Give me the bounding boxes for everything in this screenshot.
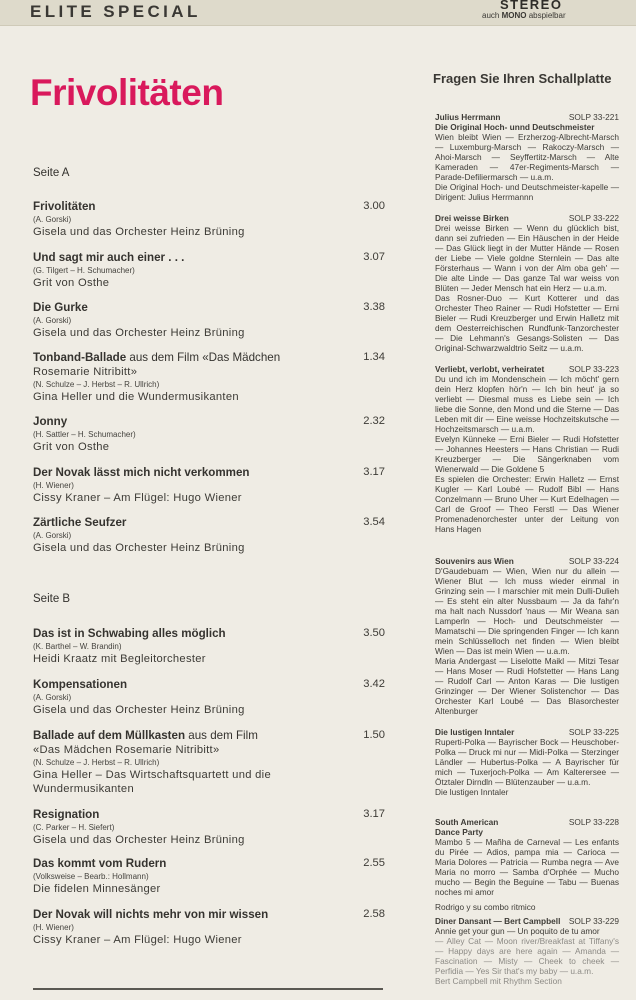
record-performers: Bert Campbell mit Rhythm Section [435, 976, 562, 986]
track-title: Resignation [33, 808, 100, 821]
track-a3 [33, 301, 385, 340]
track-composer: (A. Gorski) [33, 531, 72, 540]
track-performer: Gisela und das Orchester Heinz Brüning [33, 704, 245, 716]
track-title: Zärtliche Seufzer [33, 516, 127, 529]
record-header [435, 556, 619, 566]
side-b-label: Seite B [33, 593, 71, 605]
track-performer: Gisela und das Orchester Heinz Brüning [33, 542, 245, 554]
track-title-line2: «Das Mädchen Rosemarie Nitribitt» [33, 744, 220, 756]
track-title: Der Novak will nichts mehr von mir wissen [33, 908, 269, 921]
track-b1 [33, 627, 385, 666]
record-number: SOLP 33-225 [568, 727, 619, 737]
track-composer: (G. Tilgert – H. Schumacher) [33, 266, 135, 275]
track-composer: (A. Gorski) [33, 215, 72, 224]
track-b2 [33, 678, 385, 717]
record-contents: Drei weisse Birken — Wenn du glücklich bist, dann sei zufrieden — Ein Häuschen in der Heide — Das Glück liegt in der Mutter Hände — Rosen der Liebe — Viele goldne Sternlein — Das alte Försterhaus — Wann i von der Alm oba geh' — Die alte Linde — Das ganze Tal war weiss von Blüten — Jeder Mensch hat ein Herz — u.a.m. [435, 223, 619, 293]
record-header [435, 727, 619, 737]
track-a6 [33, 466, 385, 505]
track-b3 [33, 729, 385, 796]
album-title: Frivolitäten [30, 72, 224, 113]
track-composer: (A. Gorski) [33, 316, 72, 325]
track-duration: 3.42 [363, 678, 385, 690]
brand-label: ELITE SPECIAL [30, 2, 201, 21]
record-contents: Du und ich im Mondenschein — Ich möcht' gern dein Herz klopfen hör'n — Ich bin heut' ja so verliebt — Diesmal muss es Liebe sein — Ich liebe die Sonne, den Mond und die Sterne — Das Leben mit dir — Eine weisse Hochzeitskutsche — Hochzeitsmarsch — u.a.m. [435, 374, 619, 434]
track-duration: 3.07 [363, 251, 385, 263]
side-a-label: Seite A [33, 167, 70, 179]
track-composer: (H. Wiener) [33, 923, 74, 932]
track-title: Kompensationen [33, 678, 128, 691]
record-contents: — Alley Cat — Moon river/Breakfast at Tiffany's — Happy days are here again — Amanda — Fascination — Misty — Cheek to cheek — Perfidia — Yes Sir that's my baby — u.a.m. [435, 936, 619, 976]
track-duration: 3.54 [363, 516, 385, 528]
track-a2 [33, 251, 385, 290]
record-name: Julius Herrmann [435, 112, 501, 122]
track-performer: Grit von Osthe [33, 441, 110, 453]
mono-suffix: abspielbar [526, 11, 566, 20]
record-performers: Die lustigen Inntaler [435, 787, 509, 797]
track-b5 [33, 857, 385, 896]
track-duration: 3.50 [363, 627, 385, 639]
track-performer: Gina Heller und die Wundermusikanten [33, 391, 239, 403]
record-number: SOLP 33-228 [568, 817, 619, 827]
record-header [435, 364, 619, 374]
bottom-rule [33, 988, 383, 990]
mono-prefix: auch [482, 11, 502, 20]
mono-bold: MONO [501, 11, 527, 20]
track-performer: Gisela und das Orchester Heinz Brüning [33, 834, 245, 846]
track-b4 [33, 808, 385, 847]
record-number: SOLP 33-221 [568, 112, 619, 122]
track-composer: (H. Wiener) [33, 481, 74, 490]
record-contents: Ruperti-Polka — Bayrischer Bock — Heuschober-Polka — Druck mi nur — Midi-Polka — Sterzinger Ländler — Hubertus-Polka — A Bayrischer für mich — Tuxerjoch-Polka — Am Kalterersee — Ötztaler Dirndln — Blütenzauber — u.a.m. [435, 737, 619, 787]
track-duration: 3.00 [363, 200, 385, 212]
record-number: SOLP 33-224 [568, 556, 619, 566]
record-header [435, 916, 619, 926]
track-composer: (N. Schulze – J. Herbst – R. Ullrich) [33, 758, 160, 767]
track-a5 [33, 415, 385, 454]
track-duration: 3.38 [363, 301, 385, 313]
record-name: Drei weisse Birken [435, 213, 509, 223]
track-performer: Heidi Kraatz mit Begleitorchester [33, 653, 206, 665]
catalog-record [435, 213, 619, 353]
track-composer: (H. Sattler – H. Schumacher) [33, 430, 136, 439]
record-header [435, 213, 619, 223]
mono-note [482, 11, 566, 20]
track-title: Das ist in Schwabing alles möglich [33, 627, 226, 640]
track-composer: (K. Barthel – W. Brandin) [33, 642, 122, 651]
record-number: SOLP 33-222 [568, 213, 619, 223]
record-performers: Rodrigo y su combo ritmico [435, 902, 536, 912]
track-title: Frivolitäten [33, 200, 96, 213]
record-name: South American [435, 817, 499, 827]
track-title: Jonny [33, 415, 68, 428]
track-title: Das kommt vom Rudern [33, 857, 167, 870]
record-performers: Die Original Hoch- und Deutschmeister-kapelle — Dirigent: Julius Herrmannn [435, 182, 619, 202]
track-performer: Gina Heller – Das Wirtschaftsquartett und die Wundermusikanten [33, 769, 271, 795]
record-name: Souvenirs aus Wien [435, 556, 514, 566]
record-name: Die lustigen Inntaler [435, 727, 515, 737]
catalog-record [435, 727, 619, 797]
track-composer: (N. Schulze – J. Herbst – R. Ullrich) [33, 380, 160, 389]
record-subtitle: Die Original Hoch- unnd Deutschmeister [435, 122, 595, 132]
record-number: SOLP 33-223 [568, 364, 619, 374]
catalog-record [435, 364, 619, 534]
track-duration: 3.17 [363, 808, 385, 820]
track-title: Die Gurke [33, 301, 88, 314]
record-contents: Mambo 5 — Mañha de Carneval — Les enfants du Pirée — Adios, pampa mia — Carioca — Maria Dolores — Patricia — Rumba negra — Ave Maria no morro — Samba d'Orphée — Mucho mucho — Begin the Beguine — Tabu — Buenas noches mi amor [435, 837, 619, 897]
track-duration: 1.34 [363, 351, 385, 363]
track-a7 [33, 516, 385, 555]
record-name: Diner Dansant — Bert Campbell [435, 916, 561, 926]
catalog-record [435, 916, 619, 986]
label-header-band [0, 0, 636, 26]
track-title-suffix: aus dem Film [185, 729, 258, 742]
catalog-record [435, 112, 619, 202]
catalog-heading: Fragen Sie Ihren Schallplatte [433, 71, 612, 86]
track-a1 [33, 200, 385, 239]
track-performer: Cissy Kraner – Am Flügel: Hugo Wiener [33, 934, 242, 946]
track-performer: Cissy Kraner – Am Flügel: Hugo Wiener [33, 492, 242, 504]
track-composer: (C. Parker – H. Siefert) [33, 823, 115, 832]
track-b6 [33, 908, 385, 947]
track-title-line [33, 351, 385, 365]
track-performer: Grit von Osthe [33, 277, 110, 289]
track-title-suffix: aus dem Film «Das Mädchen [126, 351, 281, 364]
record-contents: Wien bleibt Wien — Erzherzog-Albrecht-Marsch — Luxemburg-Marsch — Rakoczy-Marsch — Ahoi-Marsch — Seyffertitz-Marsch — Alte Kameraden — 47er-Regiments-Marsch — Parade-Defiliermarsch — u.a.m. [435, 132, 619, 182]
track-title-line [33, 729, 385, 743]
record-performers: Evelyn Künneke — Erni Bieler — Rudi Hofstetter — Johannes Heesters — Hans Christian — Rudi Kreuzberger — Die Sängerknaben vom Wienerwald — Die Goldene 5 [435, 434, 619, 474]
track-duration: 3.17 [363, 466, 385, 478]
catalog-record [435, 556, 619, 716]
record-contents: D'Gaudebuam — Wien, Wien nur du allein — Wiener Blut — Ich muss wieder einmal in Grinzing sein — I marschier mit mein Dulli-Dulieh — Es steht ein alter Nussbaum — Ja da fahr'n ma halt nach Nussdorf 'naus — Mir Weana san Lamperln — Hoch- und Deutschmeister — Mamatschi — Die springenden Finger — Ich kann mein Schlüsselloch net finden — Wien bleibt Wien — Das ist mein Wien — u.a.m. [435, 566, 619, 656]
track-duration: 2.55 [363, 857, 385, 869]
track-duration: 2.32 [363, 415, 385, 427]
track-performer: Die fidelen Minnesänger [33, 883, 161, 895]
record-name: Verliebt, verlobt, verheiratet [435, 364, 545, 374]
record-orchestras: Es spielen die Orchester: Erwin Halletz — Ernst Kugler — Karl Loubé — Rudolf Bibl — Hans Conzelmann — Bruno Uher — Kurt Edelhagen — Carl de Groof — Theo Ferstl — Das Wiener Promenadenorchester unter der Leitung von Hans Hagen [435, 474, 619, 534]
track-performer: Gisela und das Orchester Heinz Brüning [33, 327, 245, 339]
track-a4 [33, 351, 385, 404]
record-performers: Maria Andergast — Liselotte Maikl — Mitzi Tesar — Hans Moser — Rudi Hofstetter — Hans Lang — Rudolf Carl — Anton Karas — Die lustigen Grinzinger — Der Wiener Solistenchor — Das Orchester Karl Loubé — Das Blasorchester Altenburger [435, 656, 619, 716]
catalog-record [435, 817, 619, 912]
record-name-line2: Dance Party [435, 827, 483, 837]
track-title: Der Novak lässt mich nicht verkommen [33, 466, 250, 479]
record-contents-start: Annie get your gun — Un poquito de tu amor [435, 926, 600, 936]
track-title-line2: Rosemarie Nitribitt» [33, 366, 138, 378]
track-title: Tonband-Ballade [33, 351, 127, 364]
track-performer: Gisela und das Orchester Heinz Brüning [33, 226, 245, 238]
stereo-label: STEREO [500, 0, 563, 12]
track-composer: (A. Gorski) [33, 693, 72, 702]
track-composer: (Volksweise – Bearb.: Hollmann) [33, 872, 149, 881]
track-duration: 1.50 [363, 729, 385, 741]
track-title: Ballade auf dem Müllkasten [33, 729, 186, 742]
track-duration: 2.58 [363, 908, 385, 920]
record-header [435, 112, 619, 122]
record-number: SOLP 33-229 [568, 916, 619, 926]
track-title: Und sagt mir auch einer . . . [33, 251, 185, 264]
record-performers: Das Rosner-Duo — Kurt Kotterer und das Orchester Theo Rainer — Rudi Hofstetter — Erni Bieler — Rudi Kreuzberger und Erwin Halletz mit dem Oesterreichischen Rundfunk-Tanzorchester — Die Lehmann's Gesangs-Solisten — Das Original-Schwarzwaldtrio Seitz — u.a.m. [435, 293, 619, 353]
record-header [435, 817, 619, 827]
